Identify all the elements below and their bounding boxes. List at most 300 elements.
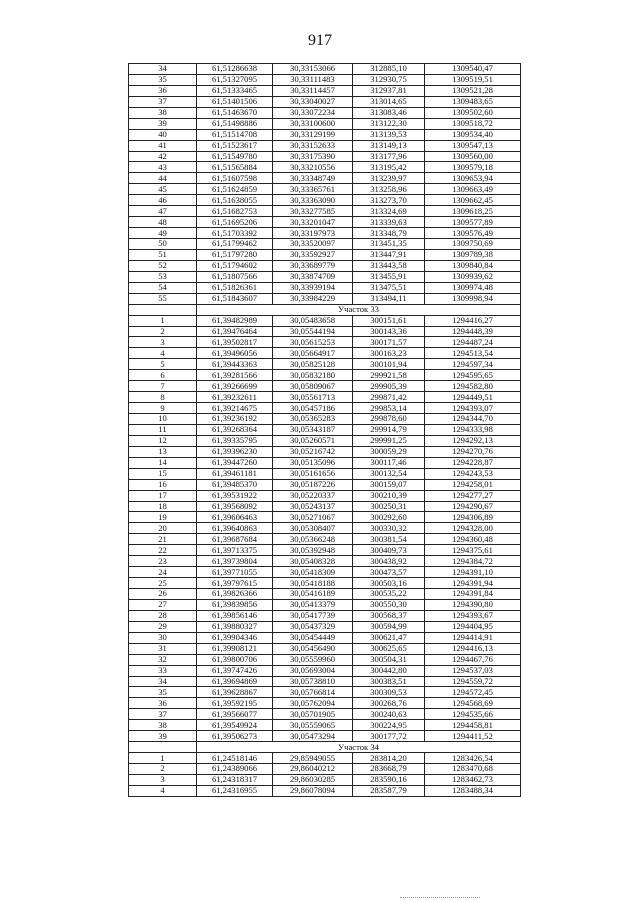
longitude-cell: 30,05365283 (273, 414, 353, 425)
x-coordinate-cell: 300504,31 (353, 654, 425, 665)
section-heading-row (129, 742, 521, 753)
x-coordinate-cell: 313494,11 (353, 293, 425, 304)
x-coordinate-cell: 299871,42 (353, 392, 425, 403)
latitude-cell: 61,39694869 (197, 676, 273, 687)
point-number-cell: 36 (129, 85, 197, 96)
scan-artifact (400, 897, 480, 901)
latitude-cell: 61,39826366 (197, 589, 273, 600)
table-row (129, 381, 521, 392)
y-coordinate-cell: 1294391,10 (425, 567, 521, 578)
point-number-cell: 34 (129, 64, 197, 75)
x-coordinate-cell: 313447,91 (353, 249, 425, 260)
table-row (129, 74, 521, 85)
x-coordinate-cell: 300473,57 (353, 567, 425, 578)
table-row (129, 184, 521, 195)
point-number-cell: 4 (129, 348, 197, 359)
longitude-cell: 30,05260571 (273, 435, 353, 446)
x-coordinate-cell: 300292,60 (353, 512, 425, 523)
table-row (129, 556, 521, 567)
table-row (129, 589, 521, 600)
longitude-cell: 30,05454449 (273, 632, 353, 643)
longitude-cell: 30,05559960 (273, 654, 353, 665)
x-coordinate-cell: 313273,70 (353, 195, 425, 206)
longitude-cell: 30,05664917 (273, 348, 353, 359)
latitude-cell: 61,51843607 (197, 293, 273, 304)
point-number-cell: 38 (129, 720, 197, 731)
x-coordinate-cell: 300409,73 (353, 545, 425, 556)
latitude-cell: 61,39266699 (197, 381, 273, 392)
table-row (129, 599, 521, 610)
point-number-cell: 1 (129, 315, 197, 326)
latitude-cell: 61,39447260 (197, 457, 273, 468)
point-number-cell: 51 (129, 249, 197, 260)
latitude-cell: 61,51498886 (197, 118, 273, 129)
longitude-cell: 30,33100600 (273, 118, 353, 129)
table-row (129, 414, 521, 425)
latitude-cell: 61,51638055 (197, 195, 273, 206)
latitude-cell: 61,39640863 (197, 523, 273, 534)
point-number-cell: 30 (129, 632, 197, 643)
latitude-cell: 61,39839856 (197, 599, 273, 610)
table-row (129, 785, 521, 796)
x-coordinate-cell: 300383,51 (353, 676, 425, 687)
latitude-cell: 61,51514708 (197, 129, 273, 140)
longitude-cell: 30,05161656 (273, 468, 353, 479)
longitude-cell: 30,05187226 (273, 479, 353, 490)
longitude-cell: 30,05271067 (273, 512, 353, 523)
point-number-cell: 10 (129, 414, 197, 425)
latitude-cell: 61,39232611 (197, 392, 273, 403)
longitude-cell: 30,33197973 (273, 228, 353, 239)
y-coordinate-cell: 1309518,72 (425, 118, 521, 129)
x-coordinate-cell: 300268,76 (353, 698, 425, 709)
x-coordinate-cell: 300535,22 (353, 589, 425, 600)
point-number-cell: 53 (129, 271, 197, 282)
point-number-cell: 40 (129, 129, 197, 140)
table-row (129, 479, 521, 490)
table-row (129, 774, 521, 785)
latitude-cell: 61,51333465 (197, 85, 273, 96)
longitude-cell: 30,33129199 (273, 129, 353, 140)
x-coordinate-cell: 300442,80 (353, 665, 425, 676)
y-coordinate-cell: 1309579,18 (425, 162, 521, 173)
table-row (129, 435, 521, 446)
point-number-cell: 22 (129, 545, 197, 556)
latitude-cell: 61,39485370 (197, 479, 273, 490)
longitude-cell: 30,05738810 (273, 676, 353, 687)
point-number-cell: 1 (129, 753, 197, 764)
longitude-cell: 30,05413379 (273, 599, 353, 610)
latitude-cell: 61,39396230 (197, 446, 273, 457)
latitude-cell: 61,39771055 (197, 567, 273, 578)
longitude-cell: 30,33365761 (273, 184, 353, 195)
point-number-cell: 50 (129, 239, 197, 250)
longitude-cell: 30,33874709 (273, 271, 353, 282)
y-coordinate-cell: 1309540,47 (425, 64, 521, 75)
x-coordinate-cell: 313083,46 (353, 107, 425, 118)
longitude-cell: 30,05135096 (273, 457, 353, 468)
point-number-cell: 46 (129, 195, 197, 206)
latitude-cell: 61,51703392 (197, 228, 273, 239)
latitude-cell: 61,51794602 (197, 260, 273, 271)
y-coordinate-cell: 1309618,25 (425, 206, 521, 217)
longitude-cell: 30,05825128 (273, 359, 353, 370)
latitude-cell: 61,39713375 (197, 545, 273, 556)
table-row (129, 107, 521, 118)
table-row (129, 206, 521, 217)
x-coordinate-cell: 300330,32 (353, 523, 425, 534)
longitude-cell: 30,05693004 (273, 665, 353, 676)
point-number-cell: 35 (129, 687, 197, 698)
latitude-cell: 61,39797615 (197, 578, 273, 589)
latitude-cell: 61,51797280 (197, 249, 273, 260)
table-row (129, 468, 521, 479)
point-number-cell: 33 (129, 665, 197, 676)
point-number-cell: 39 (129, 118, 197, 129)
latitude-cell: 61,39335795 (197, 435, 273, 446)
y-coordinate-cell: 1294404,95 (425, 621, 521, 632)
x-coordinate-cell: 283587,79 (353, 785, 425, 796)
table-row (129, 567, 521, 578)
point-number-cell: 9 (129, 403, 197, 414)
x-coordinate-cell: 300143,36 (353, 326, 425, 337)
table-row (129, 162, 521, 173)
longitude-cell: 30,33072234 (273, 107, 353, 118)
table-row (129, 501, 521, 512)
longitude-cell: 30,05701905 (273, 709, 353, 720)
table-row (129, 392, 521, 403)
y-coordinate-cell: 1309521,28 (425, 85, 521, 96)
longitude-cell: 30,33277585 (273, 206, 353, 217)
longitude-cell: 30,05418309 (273, 567, 353, 578)
section-heading-row (129, 304, 521, 315)
table-row (129, 523, 521, 534)
x-coordinate-cell: 300101,94 (353, 359, 425, 370)
x-coordinate-cell: 313475,51 (353, 282, 425, 293)
table-row (129, 709, 521, 720)
x-coordinate-cell: 300117,46 (353, 457, 425, 468)
x-coordinate-cell: 313195,42 (353, 162, 425, 173)
latitude-cell: 61,51799462 (197, 239, 273, 250)
point-number-cell: 37 (129, 709, 197, 720)
latitude-cell: 61,39880327 (197, 621, 273, 632)
longitude-cell: 30,05559065 (273, 720, 353, 731)
y-coordinate-cell: 1309483,65 (425, 96, 521, 107)
table-row (129, 271, 521, 282)
y-coordinate-cell: 1294243,53 (425, 468, 521, 479)
y-coordinate-cell: 1294390,80 (425, 599, 521, 610)
x-coordinate-cell: 313014,65 (353, 96, 425, 107)
longitude-cell: 30,05366248 (273, 534, 353, 545)
y-coordinate-cell: 1294582,80 (425, 381, 521, 392)
longitude-cell: 30,33984229 (273, 293, 353, 304)
y-coordinate-cell: 1283462,73 (425, 774, 521, 785)
latitude-cell: 61,51826361 (197, 282, 273, 293)
section-heading: Участок 34 (197, 742, 521, 753)
x-coordinate-cell: 313339,63 (353, 217, 425, 228)
latitude-cell: 61,24389066 (197, 764, 273, 775)
table-row (129, 621, 521, 632)
table-row (129, 140, 521, 151)
table-row (129, 687, 521, 698)
latitude-cell: 61,24316955 (197, 785, 273, 796)
point-number-cell: 49 (129, 228, 197, 239)
latitude-cell: 61,39268364 (197, 424, 273, 435)
longitude-cell: 30,05809067 (273, 381, 353, 392)
y-coordinate-cell: 1294595,65 (425, 370, 521, 381)
table-row (129, 293, 521, 304)
latitude-cell: 61,51523617 (197, 140, 273, 151)
table-row (129, 610, 521, 621)
table-row (129, 282, 521, 293)
x-coordinate-cell: 283814,20 (353, 753, 425, 764)
x-coordinate-cell: 313122,30 (353, 118, 425, 129)
point-number-cell: 19 (129, 512, 197, 523)
longitude-cell: 30,05216742 (273, 446, 353, 457)
x-coordinate-cell: 300163,23 (353, 348, 425, 359)
y-coordinate-cell: 1294416,27 (425, 315, 521, 326)
coordinates-table-body (129, 64, 521, 797)
y-coordinate-cell: 1294513,54 (425, 348, 521, 359)
point-number-cell: 31 (129, 643, 197, 654)
latitude-cell: 61,39531922 (197, 490, 273, 501)
latitude-cell: 61,51807566 (197, 271, 273, 282)
latitude-cell: 61,39236192 (197, 414, 273, 425)
y-coordinate-cell: 1309663,49 (425, 184, 521, 195)
point-number-cell: 5 (129, 359, 197, 370)
table-row (129, 698, 521, 709)
x-coordinate-cell: 300224,95 (353, 720, 425, 731)
section-heading-spacer (129, 742, 197, 753)
y-coordinate-cell: 1309576,49 (425, 228, 521, 239)
x-coordinate-cell: 313455,91 (353, 271, 425, 282)
table-row (129, 764, 521, 775)
latitude-cell: 61,39747426 (197, 665, 273, 676)
y-coordinate-cell: 1294416,13 (425, 643, 521, 654)
x-coordinate-cell: 300503,16 (353, 578, 425, 589)
longitude-cell: 30,33210556 (273, 162, 353, 173)
latitude-cell: 61,39687684 (197, 534, 273, 545)
y-coordinate-cell: 1283488,34 (425, 785, 521, 796)
point-number-cell: 54 (129, 282, 197, 293)
longitude-cell: 30,05473294 (273, 731, 353, 742)
x-coordinate-cell: 299914,79 (353, 424, 425, 435)
latitude-cell: 61,24318317 (197, 774, 273, 785)
table-row (129, 118, 521, 129)
longitude-cell: 30,05243137 (273, 501, 353, 512)
point-number-cell: 43 (129, 162, 197, 173)
x-coordinate-cell: 313239,97 (353, 173, 425, 184)
x-coordinate-cell: 313324,69 (353, 206, 425, 217)
latitude-cell: 61,39549924 (197, 720, 273, 731)
latitude-cell: 61,39856146 (197, 610, 273, 621)
y-coordinate-cell: 1294535,66 (425, 709, 521, 720)
latitude-cell: 61,39606463 (197, 512, 273, 523)
table-row (129, 512, 521, 523)
latitude-cell: 61,51607598 (197, 173, 273, 184)
longitude-cell: 29,86078094 (273, 785, 353, 796)
y-coordinate-cell: 1309547,13 (425, 140, 521, 151)
y-coordinate-cell: 1283426,54 (425, 753, 521, 764)
y-coordinate-cell: 1294411,52 (425, 731, 521, 742)
point-number-cell: 4 (129, 785, 197, 796)
longitude-cell: 30,05408328 (273, 556, 353, 567)
latitude-cell: 61,39482989 (197, 315, 273, 326)
table-row (129, 85, 521, 96)
latitude-cell: 61,39502817 (197, 337, 273, 348)
latitude-cell: 61,39214675 (197, 403, 273, 414)
table-row (129, 643, 521, 654)
x-coordinate-cell: 283668,79 (353, 764, 425, 775)
latitude-cell: 61,51286638 (197, 64, 273, 75)
x-coordinate-cell: 300151,61 (353, 315, 425, 326)
table-row (129, 228, 521, 239)
x-coordinate-cell: 312885,10 (353, 64, 425, 75)
y-coordinate-cell: 1294597,34 (425, 359, 521, 370)
point-number-cell: 55 (129, 293, 197, 304)
x-coordinate-cell: 300381,54 (353, 534, 425, 545)
y-coordinate-cell: 1309560,00 (425, 151, 521, 162)
y-coordinate-cell: 1309998,94 (425, 293, 521, 304)
y-coordinate-cell: 1309662,45 (425, 195, 521, 206)
table-row (129, 249, 521, 260)
x-coordinate-cell: 300594,99 (353, 621, 425, 632)
longitude-cell: 30,05220337 (273, 490, 353, 501)
latitude-cell: 61,39281566 (197, 370, 273, 381)
x-coordinate-cell: 300550,30 (353, 599, 425, 610)
table-row (129, 370, 521, 381)
longitude-cell: 30,33175390 (273, 151, 353, 162)
table-row (129, 315, 521, 326)
section-heading: Участок 33 (197, 304, 521, 315)
y-coordinate-cell: 1309789,38 (425, 249, 521, 260)
longitude-cell: 29,86040212 (273, 764, 353, 775)
table-row (129, 173, 521, 184)
latitude-cell: 61,39496056 (197, 348, 273, 359)
x-coordinate-cell: 299991,25 (353, 435, 425, 446)
x-coordinate-cell: 299921,58 (353, 370, 425, 381)
y-coordinate-cell: 1309534,40 (425, 129, 521, 140)
y-coordinate-cell: 1309577,89 (425, 217, 521, 228)
table-row (129, 545, 521, 556)
point-number-cell: 27 (129, 599, 197, 610)
y-coordinate-cell: 1309519,51 (425, 74, 521, 85)
table-row (129, 239, 521, 250)
table-row (129, 490, 521, 501)
longitude-cell: 30,33114457 (273, 85, 353, 96)
point-number-cell: 28 (129, 610, 197, 621)
point-number-cell: 23 (129, 556, 197, 567)
point-number-cell: 3 (129, 774, 197, 785)
table-row (129, 654, 521, 665)
table-row (129, 195, 521, 206)
section-heading-spacer (129, 304, 197, 315)
longitude-cell: 30,05544194 (273, 326, 353, 337)
y-coordinate-cell: 1294328,00 (425, 523, 521, 534)
point-number-cell: 39 (129, 731, 197, 742)
x-coordinate-cell: 300250,31 (353, 501, 425, 512)
y-coordinate-cell: 1294559,72 (425, 676, 521, 687)
latitude-cell: 61,51695206 (197, 217, 273, 228)
point-number-cell: 12 (129, 435, 197, 446)
x-coordinate-cell: 313258,96 (353, 184, 425, 195)
latitude-cell: 61,39566077 (197, 709, 273, 720)
longitude-cell: 30,05832180 (273, 370, 353, 381)
y-coordinate-cell: 1294290,67 (425, 501, 521, 512)
coordinates-table (128, 63, 521, 797)
x-coordinate-cell: 312930,75 (353, 74, 425, 85)
y-coordinate-cell: 1294572,45 (425, 687, 521, 698)
table-row (129, 326, 521, 337)
latitude-cell: 61,24518146 (197, 753, 273, 764)
y-coordinate-cell: 1294537,03 (425, 665, 521, 676)
point-number-cell: 36 (129, 698, 197, 709)
point-number-cell: 7 (129, 381, 197, 392)
longitude-cell: 30,33152633 (273, 140, 353, 151)
y-coordinate-cell: 1309939,62 (425, 271, 521, 282)
y-coordinate-cell: 1294487,24 (425, 337, 521, 348)
x-coordinate-cell: 313177,96 (353, 151, 425, 162)
point-number-cell: 26 (129, 589, 197, 600)
y-coordinate-cell: 1309750,69 (425, 239, 521, 250)
point-number-cell: 52 (129, 260, 197, 271)
point-number-cell: 38 (129, 107, 197, 118)
y-coordinate-cell: 1294391,84 (425, 589, 521, 600)
point-number-cell: 11 (129, 424, 197, 435)
table-row (129, 337, 521, 348)
table-row (129, 446, 521, 457)
latitude-cell: 61,51463670 (197, 107, 273, 118)
longitude-cell: 30,33939194 (273, 282, 353, 293)
longitude-cell: 30,05343187 (273, 424, 353, 435)
point-number-cell: 15 (129, 468, 197, 479)
longitude-cell: 30,05392948 (273, 545, 353, 556)
point-number-cell: 18 (129, 501, 197, 512)
latitude-cell: 61,39568092 (197, 501, 273, 512)
point-number-cell: 20 (129, 523, 197, 534)
latitude-cell: 61,39800706 (197, 654, 273, 665)
longitude-cell: 30,33592927 (273, 249, 353, 260)
point-number-cell: 2 (129, 764, 197, 775)
table-row (129, 665, 521, 676)
table-row (129, 64, 521, 75)
table-row (129, 720, 521, 731)
y-coordinate-cell: 1294277,27 (425, 490, 521, 501)
table-row (129, 151, 521, 162)
point-number-cell: 6 (129, 370, 197, 381)
longitude-cell: 30,33153066 (273, 64, 353, 75)
point-number-cell: 42 (129, 151, 197, 162)
latitude-cell: 61,51624859 (197, 184, 273, 195)
y-coordinate-cell: 1294391,94 (425, 578, 521, 589)
y-coordinate-cell: 1294393,67 (425, 610, 521, 621)
table-row (129, 578, 521, 589)
longitude-cell: 30,05457186 (273, 403, 353, 414)
y-coordinate-cell: 1294458,81 (425, 720, 521, 731)
longitude-cell: 30,33348749 (273, 173, 353, 184)
y-coordinate-cell: 1294375,61 (425, 545, 521, 556)
x-coordinate-cell: 313149,13 (353, 140, 425, 151)
table-row (129, 632, 521, 643)
latitude-cell: 61,39904346 (197, 632, 273, 643)
y-coordinate-cell: 1309974,48 (425, 282, 521, 293)
table-row (129, 534, 521, 545)
longitude-cell: 29,86030285 (273, 774, 353, 785)
longitude-cell: 30,05418188 (273, 578, 353, 589)
y-coordinate-cell: 1294360,48 (425, 534, 521, 545)
latitude-cell: 61,51549780 (197, 151, 273, 162)
table-row (129, 260, 521, 271)
